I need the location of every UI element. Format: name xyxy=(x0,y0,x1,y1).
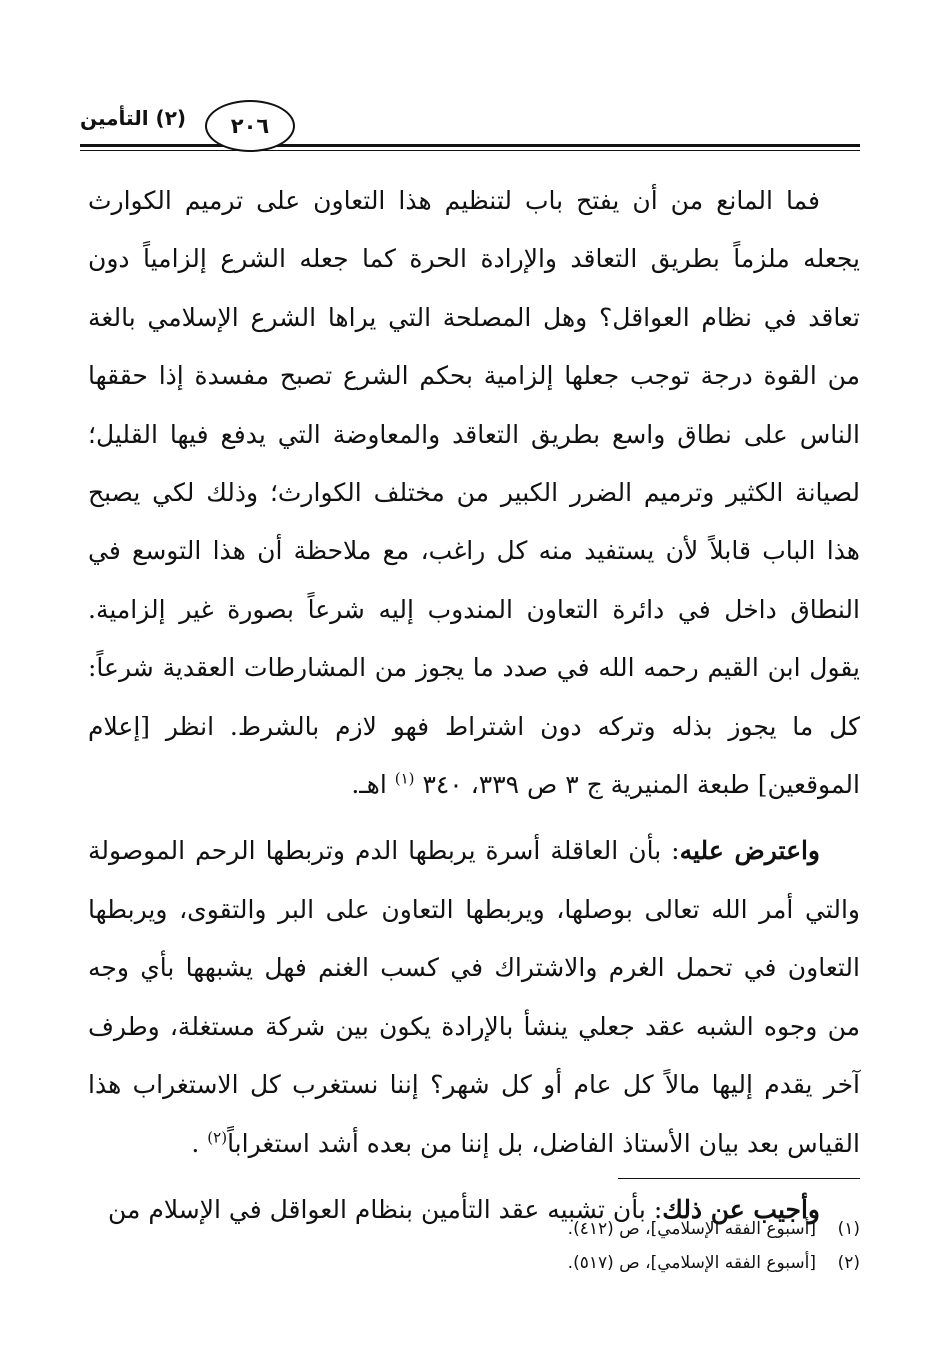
page-number: ٢٠٦ xyxy=(205,100,295,152)
footnote-separator xyxy=(618,1178,860,1179)
paragraph-2-tail: . xyxy=(191,1128,208,1158)
page-header xyxy=(80,92,860,164)
footnote-1-text: [أسبوع الفقه الإسلامي]، ص (٤١٢). xyxy=(567,1219,816,1239)
footnote-2-number: (٢) xyxy=(837,1253,860,1273)
paragraph-2 xyxy=(88,822,860,1172)
footnote-1-number: (١) xyxy=(837,1219,860,1239)
paragraph-1-tail: اهـ. xyxy=(351,770,395,800)
paragraph-1-text: فما المانع من أن يفتح باب لتنظيم هذا التعاون على ترميم الكوارث يجعله ملزماً بطريق التعاقد والإرادة الحرة كما جعله الشرع إلزامياً دون تعاقد في نظام العواقل؟ وهل المصلحة التي يراها الشرع الإسلامي بالغة من القوة درجة توجب جعلها إلزامية بحكم الشرع تصبح مفسدة إذا حققها الناس على نطاق واسع بطريق التعاقد والمعاوضة التي يدفع فيها القليل؛ لصيانة الكثير وترميم الضرر الكبير من مختلف الكوارث؛ وذلك لكي يصبح هذا الباب قابلاً لأن يستفيد منه كل راغب، مع ملاحظة أن هذا التوسع في النطاق داخل في دائرة التعاون المندوب إليه شرعاً بصورة غير إلزامية. يقول ابن القيم رحمه الله في صدد ما يجوز من المشارطات العقدية شرعاً: كل ما يجوز بذله وتركه دون اشتراط فهو لازم بالشرط. انظر [إعلام الموقعين] طبعة المنيرية ج ٣ ص ٣٣٩، ٣٤٠ xyxy=(88,186,861,800)
paragraph-1 xyxy=(88,172,860,814)
header-rule-thin xyxy=(80,150,860,151)
footnote-ref-1: (١) xyxy=(394,769,415,788)
footnote-ref-2: (٢) xyxy=(207,1128,228,1147)
paragraph-2-lead: واعترض عليه xyxy=(679,836,820,866)
footnotes xyxy=(88,1212,860,1280)
running-title: (٢) التأمين xyxy=(80,106,187,130)
footnote-2 xyxy=(88,1246,860,1280)
main-text xyxy=(88,172,860,1247)
footnote-2-text: [أسبوع الفقه الإسلامي]، ص (٥١٧). xyxy=(567,1253,816,1273)
paragraph-3-lead: وأجيب عن ذلك xyxy=(662,1194,820,1224)
paragraph-3-text: : بأن تشبيه عقد التأمين بنظام العواقل في الإسلام من xyxy=(108,1194,663,1224)
footnote-1 xyxy=(88,1212,860,1246)
header-rule-thick xyxy=(80,144,860,147)
paragraph-2-text: : بأن العاقلة أسرة يربطها الدم وتربطها الرحم الموصولة والتي أمر الله تعالى بوصلها، ويربطها التعاون على البر والتقوى، ويربطها التعاون في تحمل الغرم والاشتراك في كسب الغنم فهل يشبهها بأي وجه من وجوه الشبه عقد جعلي ينشأ بالإرادة يكون بين شركة مستغلة، وطرف آخر يقدم إليها مالاً كل عام أو كل شهر؟ إننا نستغرب كل الاستغراب هذا القياس بعد بيان الأستاذ الفاضل، بل إننا من بعده أشد استغراباً xyxy=(88,836,860,1158)
